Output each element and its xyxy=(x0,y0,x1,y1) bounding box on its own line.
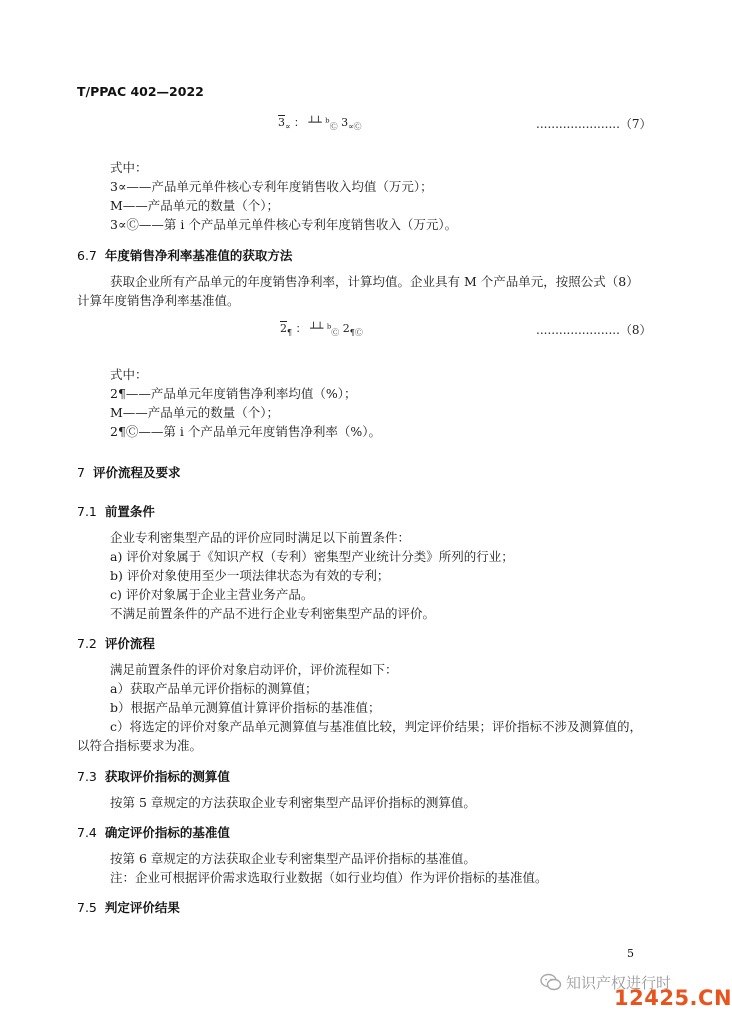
section-number: 7.1 xyxy=(77,504,97,519)
formula-7 xyxy=(278,114,361,132)
section-6-7-heading xyxy=(77,246,292,264)
para72-line1: 满足前置条件的评价对象启动评价，评价流程如下： xyxy=(110,662,398,677)
formula-8-lhs: 2 xyxy=(280,322,287,335)
section-title: 获取评价指标的测算值 xyxy=(104,769,230,784)
formula-7-lhs-sub: ∝ xyxy=(285,122,291,132)
section-number: 7.4 xyxy=(77,825,97,840)
formula-7-number: ......................（7） xyxy=(536,117,652,131)
section-7-2-heading xyxy=(77,634,155,652)
section-title: 年度销售净利率基准值的获取方法 xyxy=(104,248,293,263)
formula-7-rhs: 3 xyxy=(341,116,349,129)
para73-line1: 按第 5 章规定的方法获取企业专利密集型产品评价指标的测算值。 xyxy=(110,795,476,810)
watermark-text: 知识产权进行时 xyxy=(566,974,672,992)
formula-7-rhs-sub: ∝Ⓒ xyxy=(348,122,362,132)
wechat-icon xyxy=(540,973,562,995)
para72-line4: c）将选定的评价对象产品单元测算值与基准值比较，判定评价结果；评价指标不涉及测算值的， xyxy=(110,719,643,734)
document-id: T/PPAC 402—2022 xyxy=(77,84,204,99)
def7-line3: 3∝Ⓒ——第 i 个产品单元单件核心专利年度销售收入（万元）。 xyxy=(110,217,458,232)
def8-line2: M——产品单元的数量（个）； xyxy=(110,405,280,420)
def7-line2: M——产品单元的数量（个）； xyxy=(110,198,280,213)
formula-7-mid-sub: Ⓒ xyxy=(329,122,338,132)
def7-intro: 式中： xyxy=(110,160,148,175)
formula-8-number: ......................（8） xyxy=(536,323,652,337)
formula-8-mid: ： ┴┴ ᵇ xyxy=(295,322,332,335)
formula-8-rhs-sub: ¶Ⓒ xyxy=(349,328,363,338)
para71-line2: a) 评价对象属于《知识产权（专利）密集型产业统计分类》所列的行业； xyxy=(110,549,514,564)
section-title: 评价流程 xyxy=(104,636,155,651)
section-number: 7.5 xyxy=(77,900,97,915)
section-number: 7.2 xyxy=(77,636,97,651)
watermark-site: 12425.CN xyxy=(614,986,732,1010)
para67-line1: 获取企业所有产品单元的年度销售净利率，计算均值。企业具有 M 个产品单元，按照公式（8） xyxy=(110,274,639,289)
para71-line1: 企业专利密集型产品的评价应同时满足以下前置条件： xyxy=(110,530,411,545)
section-title: 判定评价结果 xyxy=(104,900,180,915)
section-number: 6.7 xyxy=(77,248,97,263)
page-number: 5 xyxy=(627,947,634,960)
section-title: 评价流程及要求 xyxy=(92,465,181,480)
para74-line2: 注：企业可根据评价需求选取行业数据（如行业均值）作为评价指标的基准值。 xyxy=(110,870,548,885)
section-title: 确定评价指标的基准值 xyxy=(104,825,230,840)
para67-line2: 计算年度销售净利率基准值。 xyxy=(77,293,240,308)
def8-intro: 式中： xyxy=(110,367,148,382)
section-7-heading xyxy=(77,463,180,481)
formula-8-lhs-sub: ¶ xyxy=(287,328,293,338)
para71-line5: 不满足前置条件的产品不进行企业专利密集型产品的评价。 xyxy=(110,606,436,621)
formula-7-mid: ： ┴┴ ᵇ xyxy=(293,116,330,129)
section-7-5-heading xyxy=(77,898,180,916)
section-title: 前置条件 xyxy=(104,504,155,519)
para72-line3: b）根据产品单元测算值计算评价指标的基准值； xyxy=(110,700,381,715)
section-7-4-heading xyxy=(77,823,230,841)
para71-line3: b) 评价对象使用至少一项法律状态为有效的专利； xyxy=(110,568,390,583)
formula-7-lhs: 3 xyxy=(278,116,285,129)
para74-line1: 按第 6 章规定的方法获取企业专利密集型产品评价指标的基准值。 xyxy=(110,851,476,866)
section-number: 7 xyxy=(77,465,85,480)
para72-line2: a）获取产品单元评价指标的测算值； xyxy=(110,681,318,696)
para72-line5: 以符合指标要求为准。 xyxy=(77,738,203,753)
formula-8 xyxy=(280,320,363,338)
section-7-3-heading xyxy=(77,767,230,785)
def8-line1: 2¶——产品单元年度销售净利率均值（%）； xyxy=(110,386,357,401)
def8-line3: 2¶Ⓒ——第 i 个产品单元年度销售净利率（%）。 xyxy=(110,424,381,439)
section-7-1-heading xyxy=(77,502,155,520)
section-number: 7.3 xyxy=(77,769,97,784)
formula-8-rhs: 2 xyxy=(342,322,350,335)
para71-line4: c) 评价对象属于企业主营业务产品。 xyxy=(110,587,314,602)
formula-8-mid-sub: Ⓒ xyxy=(331,328,340,338)
def7-line1: 3∝——产品单元单件核心专利年度销售收入均值（万元）； xyxy=(110,179,433,194)
